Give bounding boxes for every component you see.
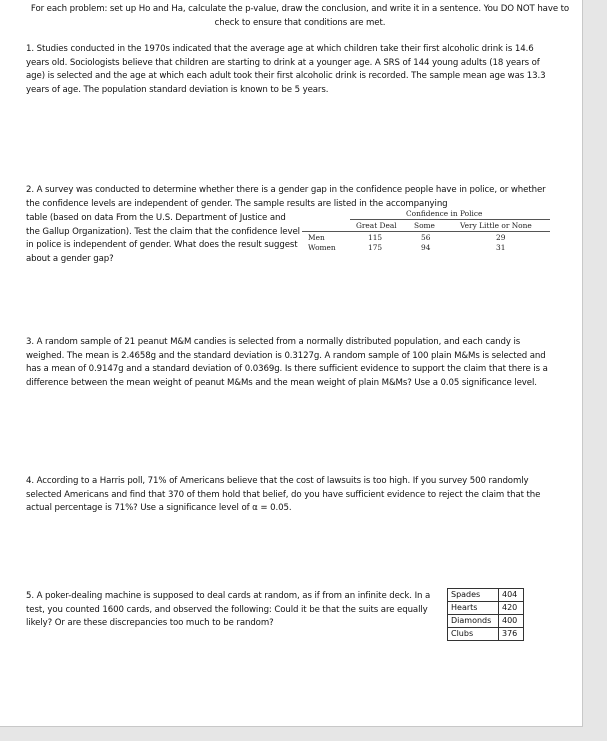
suit-count: 400 [499,615,524,628]
suit-count: 420 [499,602,524,615]
problem-2-body: table (based on data From the U.S. Department of Justice and the Gallup Organization). Test the claim that the confidence level in police is independent of gender. What does the result suggest about a gender gap? [26,213,300,264]
suit-name: Hearts [448,602,499,615]
problem-4: 4. According to a Harris poll, 71% of Americans believe that the cost of lawsuits is too high. If you survey 500 randomly selected Americans and find that 370 of them hold that belief, do you have sufficient evidence to reject the claim that the actual percentage is 71%? Use a significance level of α = 0.05. [26,476,541,514]
confidence-table [302,209,552,259]
column-header: Some [414,221,435,230]
problem-2-intro: 2. A survey was conducted to determine whether there is a gender gap in the confidence people have in police, or whether the confidence levels are independent of gender. The sample results are listed in the accompanying [26,185,546,209]
instructions: For each problem: set up Ho and Ha, calculate the p-value, draw the conclusion, and write it in a sentence. You DO NOT have to check to ensure that conditions are met. [30,4,570,28]
suit-count: 404 [499,589,524,602]
table-row [448,589,524,602]
table-row [448,628,524,641]
suit-count: 376 [499,628,524,641]
suit-name: Diamonds [448,615,499,628]
table-cell: 175 [368,243,383,252]
problem-1: 1. Studies conducted in the 1970s indicated that the average age at which children take their first alcoholic drink is 14.6 years old. Sociologists believe that children are starting to drink at a younger age. A SRS of 144 young adults (18 years of age) is selected and the age at which each adult took their first alcoholic drink is recorded. The sample mean age was 13.3 years of age. The population standard deviation is known to be 5 years. [26,44,546,95]
column-header: Very Little or None [460,221,532,230]
problem-3: 3. A random sample of 21 peanut M&M candies is selected from a normally distributed population, and each candy is weighed. The mean is 2.4658g and the standard deviation is 0.3127g. A random sample of 100 plain M&Ms is selected and has a mean of 0.9147g and a standard deviation of 0.0369g. Is there sufficient evidence to support the claim that there is a difference between the mean weight of peanut M&Ms and the mean weight of plain M&Ms? Use a 0.05 significance level. [26,337,548,388]
table-row [448,602,524,615]
table-row [448,615,524,628]
suit-name: Clubs [448,628,499,641]
row-label: Women [308,243,336,252]
row-label: Men [308,233,325,242]
table-cell: 29 [496,233,506,242]
column-header: Great Deal [356,221,397,230]
table-cell: 94 [421,243,431,252]
suits-table [447,588,524,641]
table-cell: 115 [368,233,383,242]
suit-name: Spades [448,589,499,602]
table-cell: 56 [421,233,431,242]
problem-5: 5. A poker-dealing machine is supposed to deal cards at random, as if from an infinite deck. In a test, you counted 1600 cards, and observed the following: Could it be that the suits are equally likely? Or are these discrepancies too much to be random? [26,591,431,629]
confidence-table-title: Confidence in Police [406,209,483,218]
table-cell: 31 [496,243,506,252]
